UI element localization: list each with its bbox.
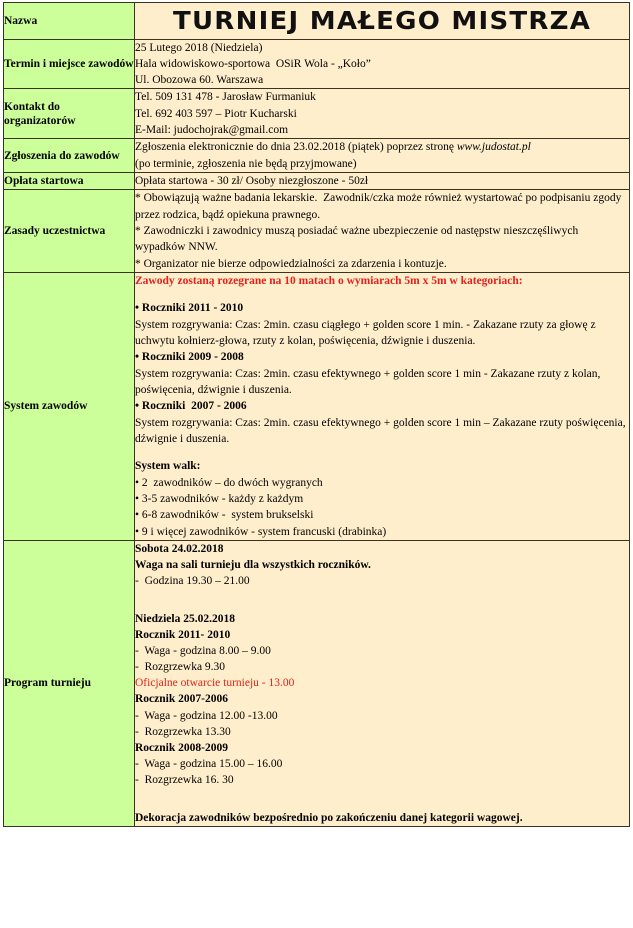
row-label-system: System zawodów [4,273,135,541]
table-row-program [4,540,630,826]
spacer [135,589,629,600]
zgloszenia-url[interactable]: www.judostat.pl [456,141,531,154]
table-row-zgloszenia [4,139,630,173]
system-category-3-title: • Roczniki 2007 - 2006 [135,400,247,413]
system-category-3-text: System rozgrywania: Czas: 2min. czasu efektywnego + golden score 1 min – Zakazane rzuty poświęcenia, dźwignie i duszenia. [135,416,629,445]
program-group-2-warmup: - Rozgrzewka 13.30 [135,725,231,738]
system-walk-item-1: • 2 zawodników – do dwóch wygranych [135,476,323,489]
row-label-oplata: Opłata startowa [4,173,135,190]
system-category-2-title: • Roczniki 2009 - 2008 [135,351,244,364]
program-group-2-weighin: - Waga - godzina 12.00 -13.00 [135,709,278,722]
row-content-zgloszenia [135,139,630,173]
row-content-nazwa [135,3,630,40]
row-content-system [135,273,630,541]
system-walk-item-2: • 3-5 zawodników - każdy z każdym [135,492,304,505]
row-content-oplata [135,173,630,190]
spacer [135,788,629,799]
program-group-3-warmup: - Rozgrzewka 16. 30 [135,773,234,786]
program-group-1-weighin: - Waga - godzina 8.00 – 9.00 [135,645,271,658]
program-group-3-title: Rocznik 2008-2009 [135,741,228,754]
program-group-2-title: Rocznik 2007-2006 [135,693,228,706]
spacer [135,600,629,611]
system-walk-item-4: • 9 i więcej zawodników - system francuski (drabinka) [135,525,387,538]
flyer-title: TURNIEJ MAŁEGO MISTRZA [172,6,592,35]
table-row-system [4,273,630,541]
zgloszenia-line-1 [135,139,629,155]
zgloszenia-line-2: (po terminie, zgłoszenia nie będą przyjmowane) [135,157,357,170]
row-label-termin: Termin i miejsce zawodów [4,39,135,89]
system-heading: Zawody zostaną rozegrane na 10 matach o wymiarach 5m x 5m w kategoriach: [135,275,523,288]
spacer [135,447,629,458]
program-saturday-weighin: Waga na sali turnieju dla wszystkich roczników. [135,558,371,571]
table-row-kontakt [4,89,630,139]
zasady-item-3: * Organizator nie bierze odpowiedzialności za zdarzenia i kontuzje. [135,257,447,270]
system-walk-title: System walk: [135,460,201,473]
row-label-zgloszenia: Zgłoszenia do zawodów [4,139,135,173]
zasady-item-1: * Obowiązują ważne badania lekarskie. Zawodnik/czka może również wystartować po podpisaniu zgody przez rodzica, bądź opiekuna prawnego. [135,192,625,221]
program-group-1-warmup: - Rozgrzewka 9.30 [135,661,226,674]
tournament-info-table [3,2,630,827]
zgloszenia-text: Zgłoszenia elektronicznie do dnia 23.02.2018 (piątek) poprzez stronę [135,141,457,154]
program-saturday-date: Sobota 24.02.2018 [135,542,224,555]
row-label-kontakt: Kontakt do organizatorów [4,89,135,139]
termin-address: Ul. Obozowa 60. Warszawa [135,74,264,87]
row-content-kontakt [135,89,630,139]
program-group-3-weighin: - Waga - godzina 15.00 – 16.00 [135,757,283,770]
table-row-nazwa [4,3,630,40]
system-category-2-text: System rozgrywania: Czas: 2min. czasu efektywnego + golden score 1 min - Zakazane rzuty z kolan, poświęcenia, dźwignie i duszenia. [135,367,604,396]
table-row-termin [4,39,630,89]
row-label-nazwa: Nazwa [4,3,135,40]
program-awards: Dekoracja zawodników bezpośrednio po zakończeniu danej kategorii wagowej. [135,811,523,824]
termin-venue: Hala widowiskowo-sportowa OSiR Wola - „Koło” [135,57,371,70]
system-category-1-text: System rozgrywania: Czas: 2min. czasu ciągłego + golden score 1 min. - Zakazane rzuty za głowę z uchwytu kołnierz-głowa, rzuty z kolan, poświęcenia, dźwignie i duszenia. [135,318,599,347]
oplata-text: Opłata startowa - 30 zł/ Osoby niezgłoszone - 50zł [135,175,369,188]
row-content-program [135,540,630,826]
row-content-zasady [135,190,630,273]
system-category-1-title: • Roczniki 2011 - 2010 [135,302,244,315]
contact-email[interactable]: E-Mail: judochojrak@gmail.com [135,124,289,137]
system-walk-item-3: • 6-8 zawodników - system brukselski [135,509,314,522]
row-label-zasady: Zasady uczestnictwa [4,190,135,273]
row-content-termin [135,39,630,89]
program-opening-ceremony: Oficjalne otwarcie turnieju - 13.00 [135,677,295,690]
spacer [135,799,629,810]
program-group-1-title: Rocznik 2011- 2010 [135,629,231,642]
contact-phone-2: Tel. 692 403 597 – Piotr Kucharski [135,107,297,120]
spacer [135,289,629,300]
termin-date: 25 Lutego 2018 (Niedziela) [135,41,263,54]
table-row-oplata [4,173,630,190]
table-row-zasady [4,190,630,273]
program-saturday-hours: - Godzina 19.30 – 21.00 [135,575,250,588]
contact-phone-1: Tel. 509 131 478 - Jarosław Furmaniuk [135,91,316,104]
zasady-item-2: * Zawodniczki i zawodnicy muszą posiadać ważne ubezpieczenie od następstw nieszczęśliwych wypadków NNW. [135,225,582,254]
row-label-program: Program turnieju [4,540,135,826]
program-sunday-date: Niedziela 25.02.2018 [135,612,235,625]
